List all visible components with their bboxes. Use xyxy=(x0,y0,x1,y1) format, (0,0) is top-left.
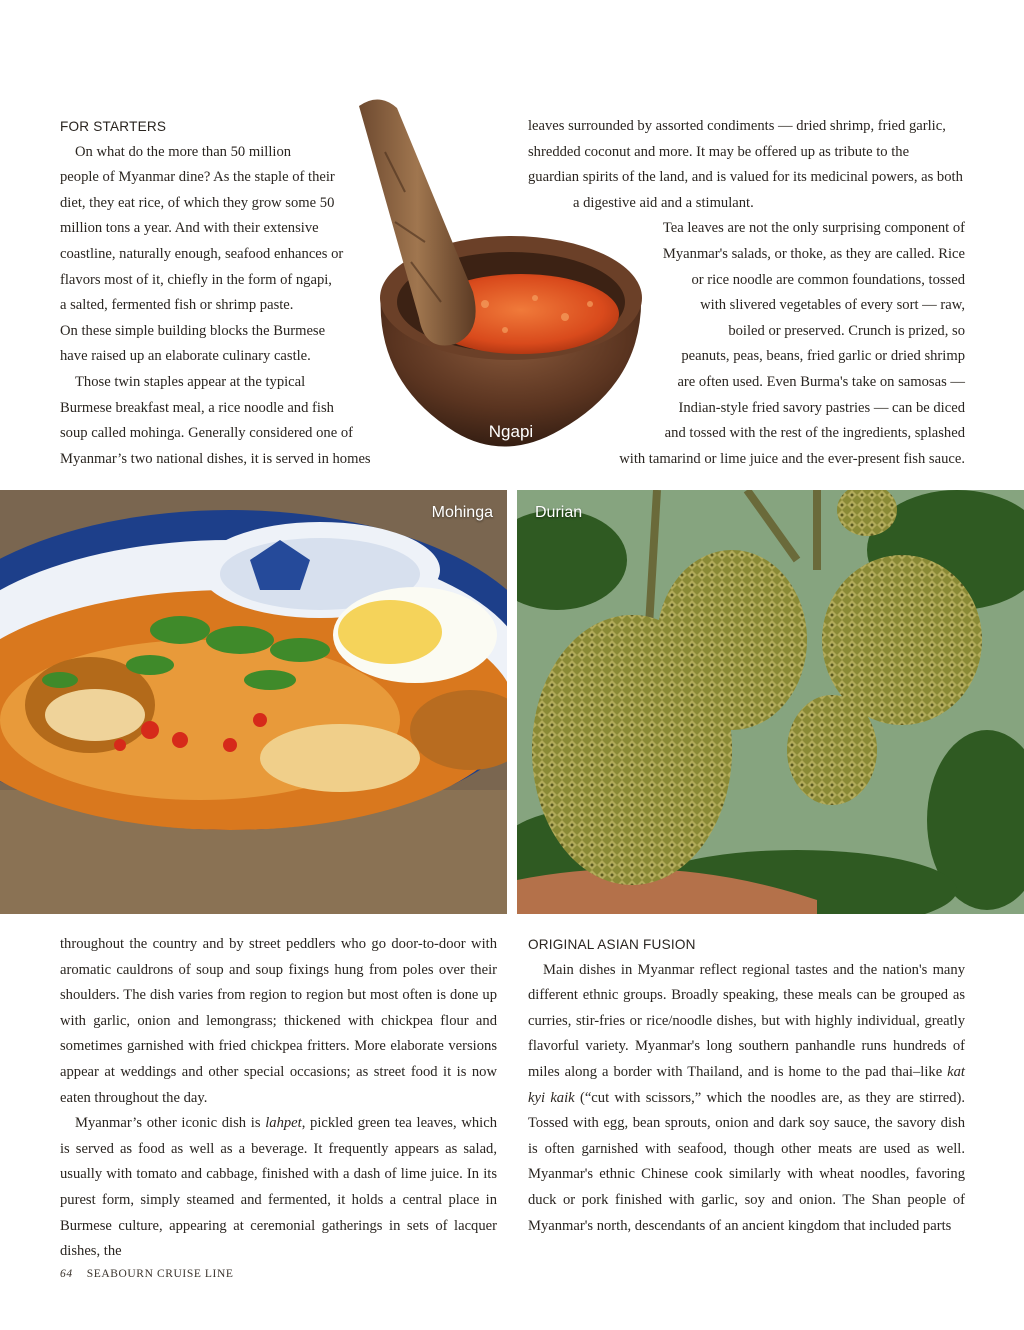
mohinga-photo xyxy=(0,490,507,914)
text-line: flavors most of it, chiefly in the form of ngapi, xyxy=(60,271,332,288)
text-line: guardian spirits of the land, and is valued for its medicinal powers, as both xyxy=(528,169,963,186)
page-footer xyxy=(60,1268,234,1280)
text-run: Myanmar’s other iconic dish is xyxy=(75,1115,266,1132)
text-line: people of Myanmar dine? As the staple of their xyxy=(60,169,335,186)
durian-photo xyxy=(517,490,1024,914)
text-line: Myanmar's salads, or thoke, as they are called. Rice xyxy=(662,245,965,262)
text-line: diet, they eat rice, of which they grow some 50 xyxy=(60,194,335,211)
text-line: a salted, fermented fish or shrimp paste. xyxy=(60,297,294,314)
text-line: Burmese breakfast meal, a rice noodle and fish xyxy=(60,399,334,416)
text-line: soup called mohinga. Generally considered one of xyxy=(60,425,353,442)
paragraph-lahpet xyxy=(60,1111,497,1265)
text-line: with tamarind or lime juice and the ever-present fish sauce. xyxy=(619,450,965,467)
text-line: Myanmar’s two national dishes, it is served in homes xyxy=(60,450,371,467)
term-lahpet: lahpet xyxy=(265,1115,302,1132)
text-line: leaves surrounded by assorted condiments — dried shrimp, fried garlic, xyxy=(528,118,946,134)
bottom-right-column xyxy=(528,932,965,1239)
text-line: and tossed with the rest of the ingredients, splashed xyxy=(664,425,965,442)
text-line: coastline, naturally enough, seafood enhances or xyxy=(60,245,344,262)
publication-name: SEABOURN CRUISE LINE xyxy=(86,1268,234,1280)
caption-mohinga: Mohinga xyxy=(431,504,493,521)
section-heading-original-asian-fusion: ORIGINAL ASIAN FUSION xyxy=(528,937,696,952)
bottom-left-column xyxy=(60,932,497,1265)
text-line: Tea leaves are not the only surprising component of xyxy=(662,220,965,237)
text-run: Main dishes in Myanmar reflect regional tastes and the nation's many different ethnic groups. Broadly speaking, these meals can be grouped as curries, stir-fries or rice/noodle dishes, but with highly individual, greatly flavorful variety. Myanmar's long southern panhandle runs hundreds of miles along a border with Thailand, and is home to the pad thai–like xyxy=(528,961,965,1080)
text-line: have raised up an elaborate culinary castle. xyxy=(60,348,311,365)
text-line: On what do the more than 50 million xyxy=(75,143,292,160)
section-heading-for-starters: FOR STARTERS xyxy=(60,119,167,134)
text-line: or rice noodle are common foundations, tossed xyxy=(691,271,965,288)
text-line: million tons a year. And with their extensive xyxy=(60,220,319,237)
text-line: boiled or preserved. Crunch is prized, so xyxy=(728,322,965,339)
text-line: with slivered vegetables of every sort — raw, xyxy=(700,297,965,314)
text-run: , pickled green tea leaves, which is served as food as well as a beverage. It frequently appears as salad, usually with tomato and cabbage, finished with a dash of lime juice. In its purest form, simply steamed and fermented, it holds a central place in Burmese culture, appearing at ceremonial gatherings in sets of lacquer dishes, the xyxy=(60,1115,497,1260)
paragraph-main-dishes xyxy=(528,958,965,1240)
text-line: shredded coconut and more. It may be offered up as tribute to the xyxy=(528,143,910,160)
top-right-column xyxy=(512,114,965,472)
caption-ngapi: Ngapi xyxy=(488,422,534,441)
page-number: 64 xyxy=(60,1268,73,1280)
text-line: are often used. Even Burma's take on samosas — xyxy=(677,373,965,390)
text-line: a digestive aid and a stimulant. xyxy=(573,194,754,211)
term-kat-kyi-kaik: kat kyi kaik xyxy=(528,1063,965,1106)
text-line: Indian-style fried savory pastries — can be diced xyxy=(678,399,965,416)
text-line: On these simple building blocks the Burmese xyxy=(60,322,326,339)
caption-durian: Durian xyxy=(535,504,583,521)
text-run: (“cut with scissors,” which the noodles are, as they are stirred). Tossed with egg, bean sprouts, onion and dark soy sauce, the savory dish is often garnished with seafood, though other meats are used as well. Myanmar's ethnic Chinese cook similarly with wheat noodles, favoring duck or pork finished with garlic, soy and onion. The Shan people of Myanmar's north, descendants of an ancient kingdom that included parts xyxy=(528,1089,965,1234)
paragraph: throughout the country and by street peddlers who go door-to-door with aromatic cauldrons of soup and soup fixings hung from poles over their shoulders. The dish varies from region to region but most often is done up with garlic, onion and lemongrass; thickened with chickpea flour and sometimes garnished with fried chickpea fritters. More elaborate versions appear at weddings and other special occasions; as street food it is now eaten throughout the day. xyxy=(60,936,497,1106)
text-line: Those twin staples appear at the typical xyxy=(75,373,306,390)
text-line: peanuts, peas, beans, fried garlic or dried shrimp xyxy=(681,348,965,365)
